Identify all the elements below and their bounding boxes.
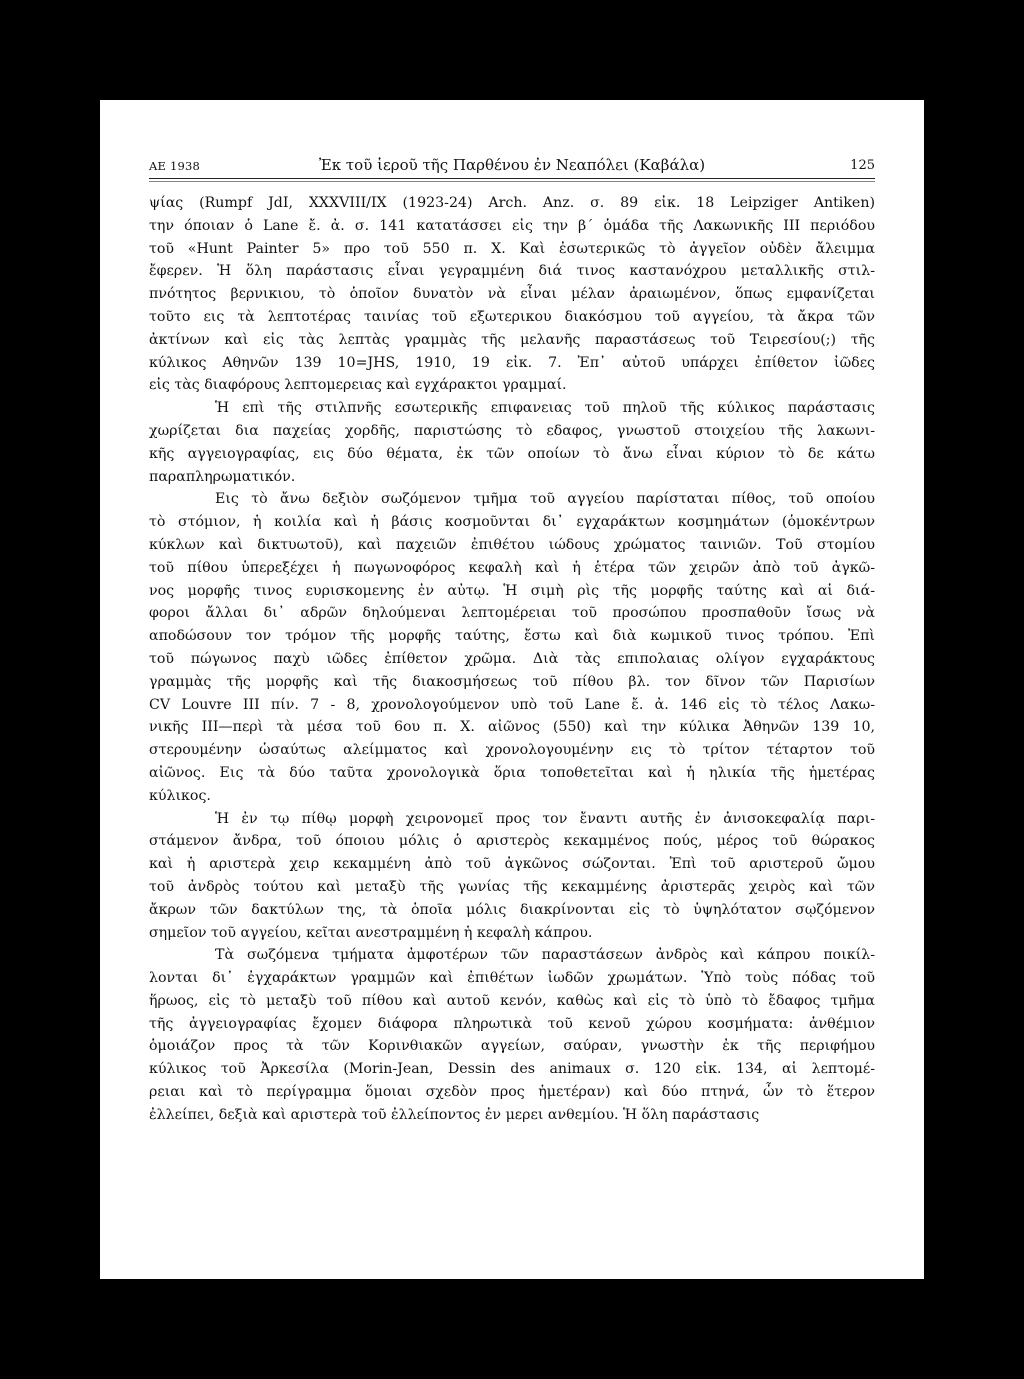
text-line: ψίας (Rumpf JdI, XXXVIII/IX (1923-24) Arch. Anz. σ. 89 εἰκ. 18 Leipziger Antiken) [149, 195, 875, 211]
text-line: ἐλλείπει, δεξιὰ καὶ αριστερὰ τοῦ ἐλλείποντος ἐν μερει ανθεμίου. Ἡ ὅλη παράστασις [149, 1106, 760, 1123]
text-line: τοῦτο εις τὰ λεπτοτέρας ταινίας τοῦ εξωτερικου διακόσμου τοῦ αγγείου, τὰ ἄκρα τῶν [149, 308, 875, 325]
text-line: νος μορφῆς τινος ευρισκομενης ἐν αὐτῳ. Ἡ σιμὴ ρὶς τῆς μορφῆς ταύτης καὶ αἱ διά- [149, 582, 875, 599]
text-line: Εις τὸ ἄνω δεξιὸν σωζόμενον τμῆμα τοῦ αγγείου παρίσταται πίθος, τοῦ οποίου [215, 491, 875, 508]
text-line: Τὰ σωζόμενα τμήματα ἀμφοτέρων τῶν παραστάσεων ἀνδρὸς καὶ κάπρου ποικίλ- [215, 947, 875, 964]
text-line: ἔφερεν. Ἡ ὅλη παράστασις εἶναι γεγραμμένη διά τινος καστανόχρου μεταλλικῆς στιλ- [149, 263, 875, 280]
text-line: ἀκτίνων καὶ εἰς τὰς λεπτὰς γραμμὰς τῆς μελανῆς παραστάσεως τοῦ Τειρεσίου(;) τῆς [149, 331, 875, 348]
running-title: Ἐκ τοῦ ἱεροῦ τῆς Παρθένου ἐν Νεαπόλει (Καβάλα) [318, 156, 706, 174]
text-line: τὸ στόμιον, ἡ κοιλία καὶ ἡ βάσις κοσμοῦνται δι᾽ εγχαράκτων κοσμημάτων (ὁμοκέντρων [149, 514, 875, 531]
page [100, 100, 924, 1279]
page-number: 125 [850, 158, 875, 173]
text-line: παραπληρωματικόν. [149, 468, 296, 485]
text-line: τῆς ἀγγειογραφίας ἔχομεν διάφορα πληρωτικὰ τοῦ κενοῦ χώρου κοσμήματα: ἀνθέμιον [149, 1015, 875, 1032]
text-line: εἰς τὰς διαφόρους λεπτομερειας καὶ εγχάρακτοι γραμμαί. [149, 377, 567, 394]
text-line: τοῦ «Hunt Painter 5» προ τοῦ 550 π. Χ. Καὶ ἐσωτερικῶς τὸ ἀγγεῖον οὐδὲν ἄλειμμα [149, 240, 875, 257]
text-line: στερουμένην ὡσαύτως αλείμματος καὶ χρονολογουμένην εις τὸ τρίτον τέταρτον τοῦ [149, 742, 875, 759]
article-body [149, 192, 875, 1127]
text-line: Ἡ επὶ τῆς στιλπνῆς εσωτερικῆς επιφανειας τοῦ πηλοῦ τῆς κύλικος παράστασις [215, 400, 875, 417]
text-line: χωρίζεται δια παχείας χορδῆς, παριστώσης τὸ εδαφος, γνωστοῦ στοιχείου τῆς λακωνι- [149, 422, 875, 439]
text-line: κύλικος Αθηνῶν 139 10=JHS, 1910, 19 εἰκ. 7. Ἐπ᾽ αὐτοῦ υπάρχει ἐπίθετον ἰῶδες [149, 354, 875, 371]
text-line: τοῦ ἀνδρὸς τούτου καὶ μεταξὺ τῆς γωνίας τῆς κεκαμμένης ἀριστερᾶς χειρὸς καὶ τῶν [149, 878, 875, 895]
text-line: κῆς αγγειογραφίας, εις δύο θέματα, ἐκ τῶν οποίων τὸ ἄνω εἶναι κύριον τὸ δε κάτω [149, 445, 875, 462]
text-line: κύλικος. [149, 787, 211, 804]
text-line: ἥρωος, εἰς τὸ μεταξὺ τοῦ πίθου καὶ αυτοῦ κενόν, καθὼς καὶ εἰς τὸ ὑπὸ τὸ ἔδαφος τμῆμα [149, 992, 875, 1009]
text-line: καὶ ἡ αριστερὰ χειρ κεκαμμένη ἀπὸ τοῦ ἀγκῶνος σώζονται. Ἐπὶ τοῦ αριστεροῦ ὤμου [149, 856, 875, 873]
header-rule-thin [149, 181, 875, 182]
text-line: κύκλων καὶ δικτυωτοῦ), καὶ παχειῶν ἐπιθέτου ιώδους χρώματος ταινιῶν. Τοῦ στομίου [149, 536, 875, 553]
text-line: κύλικος τοῦ Ἀρκεσίλα (Morin-Jean, Dessin des animaux σ. 120 εἰκ. 134, αἱ λεπτομέ- [149, 1061, 875, 1078]
text-line: ὁμοιάζον προς τὰ τῶν Κορινθιακῶν αγγείων, σαύραν, γνωστὴν ἐκ τῆς περιφήμου [149, 1038, 875, 1055]
text-line: την όποιαν ὁ Lane ἔ. ἀ. σ. 141 κατατάσσει εἰς την β΄ ὁμάδα τῆς Λακωνικῆς ΙΙΙ περιόδου [149, 217, 875, 234]
text-line: ρειαι καὶ τὸ περίγραμμα ὅμοιαι σχεδὸν προς ἡμετέραν) καὶ δύο πτηνά, ὧν τὸ ἕτερον [149, 1084, 875, 1101]
header-rule [149, 178, 875, 179]
text-line: γραμμὰς τῆς μορφῆς καὶ τῆς διακοσμήσεως τοῦ πίθου βλ. τον δῖνον τῶν Παρισίων [149, 673, 875, 690]
text-line: τοῦ πώγωνος παχὺ ιῶδες ἐπίθετον χρῶμα. Διὰ τὰς επιπολαιας ολίγον εγχαράκτους [149, 650, 875, 667]
text-line: πνότητος βερνικιου, τὸ ὁποῖον δυνατὸν νὰ εἶναι μέλαν ἀραιωμένον, ὅπως εμφανίζεται [149, 286, 875, 303]
text-line: νικῆς ΙΙΙ—περὶ τὰ μέσα τοῦ 6ου π. Χ. αἰῶνος (550) καὶ την κύλικα Ἀθηνῶν 139 10, [149, 719, 875, 736]
text-line: λονται δι᾽ ἐγχαράκτων γραμμῶν καὶ ἐπιθέτων ἰωδῶν χρωμάτων. Ὑπὸ τοὺς πόδας τοῦ [149, 970, 875, 987]
text-line: σημεῖον τοῦ αγγείου, κεῖται ανεστραμμένη ἡ κεφαλὴ κάπρου. [149, 924, 593, 941]
text-line: στάμενον ἄνδρα, τοῦ όποιου μόλις ὁ αριστερὸς κεκαμμένος πούς, μέρος τοῦ θώρακος [149, 833, 875, 850]
text-line: αἰῶνος. Εις τὰ δύο ταῦτα χρονολογικὰ ὅρια τοποθετεῖται καὶ ἡ ηλικία τῆς ἡμετέρας [149, 764, 875, 781]
text-line: Ἡ ἐν τῳ πίθῳ μορφὴ χειρονομεῖ προς τον ἔναντι αυτῆς ἐν ἀνισοκεφαλίᾳ παρι- [215, 810, 875, 827]
text-line: φοροι ἄλλαι δι᾽ αδρῶν δηλούμεναι λεπτομέρειαι τοῦ προσώπου προσπαθοῦν ἴσως νὰ [149, 605, 875, 622]
text-line: τοῦ πίθου ὑπερεξέχει ἡ πωγωνοφόρος κεφαλὴ καὶ ἡ ἑτέρα τῶν χειρῶν ἀπὸ τοῦ ἀγκῶ- [149, 559, 875, 576]
text-line: αποδώσουν τον τρόμον τῆς μορφῆς ταύτης, ἔστω καὶ διὰ κωμικοῦ τινος τρόπου. Ἐπὶ [149, 628, 875, 645]
journal-abbreviation: ΑΕ 1938 [149, 159, 201, 173]
text-line: CV Louvre III πίν. 7 - 8, χρονολογούμενον υπὸ τοῦ Lane ἔ. ἀ. 146 εἰς τὸ τέλος Λακω- [149, 696, 875, 713]
running-header [149, 156, 875, 176]
text-line: ἄκρων τῶν δακτύλων της, τὰ ὁποῖα μόλις διακρίνονται εἰς τὸ ὑψηλότατον σῳζόμενον [149, 901, 875, 918]
